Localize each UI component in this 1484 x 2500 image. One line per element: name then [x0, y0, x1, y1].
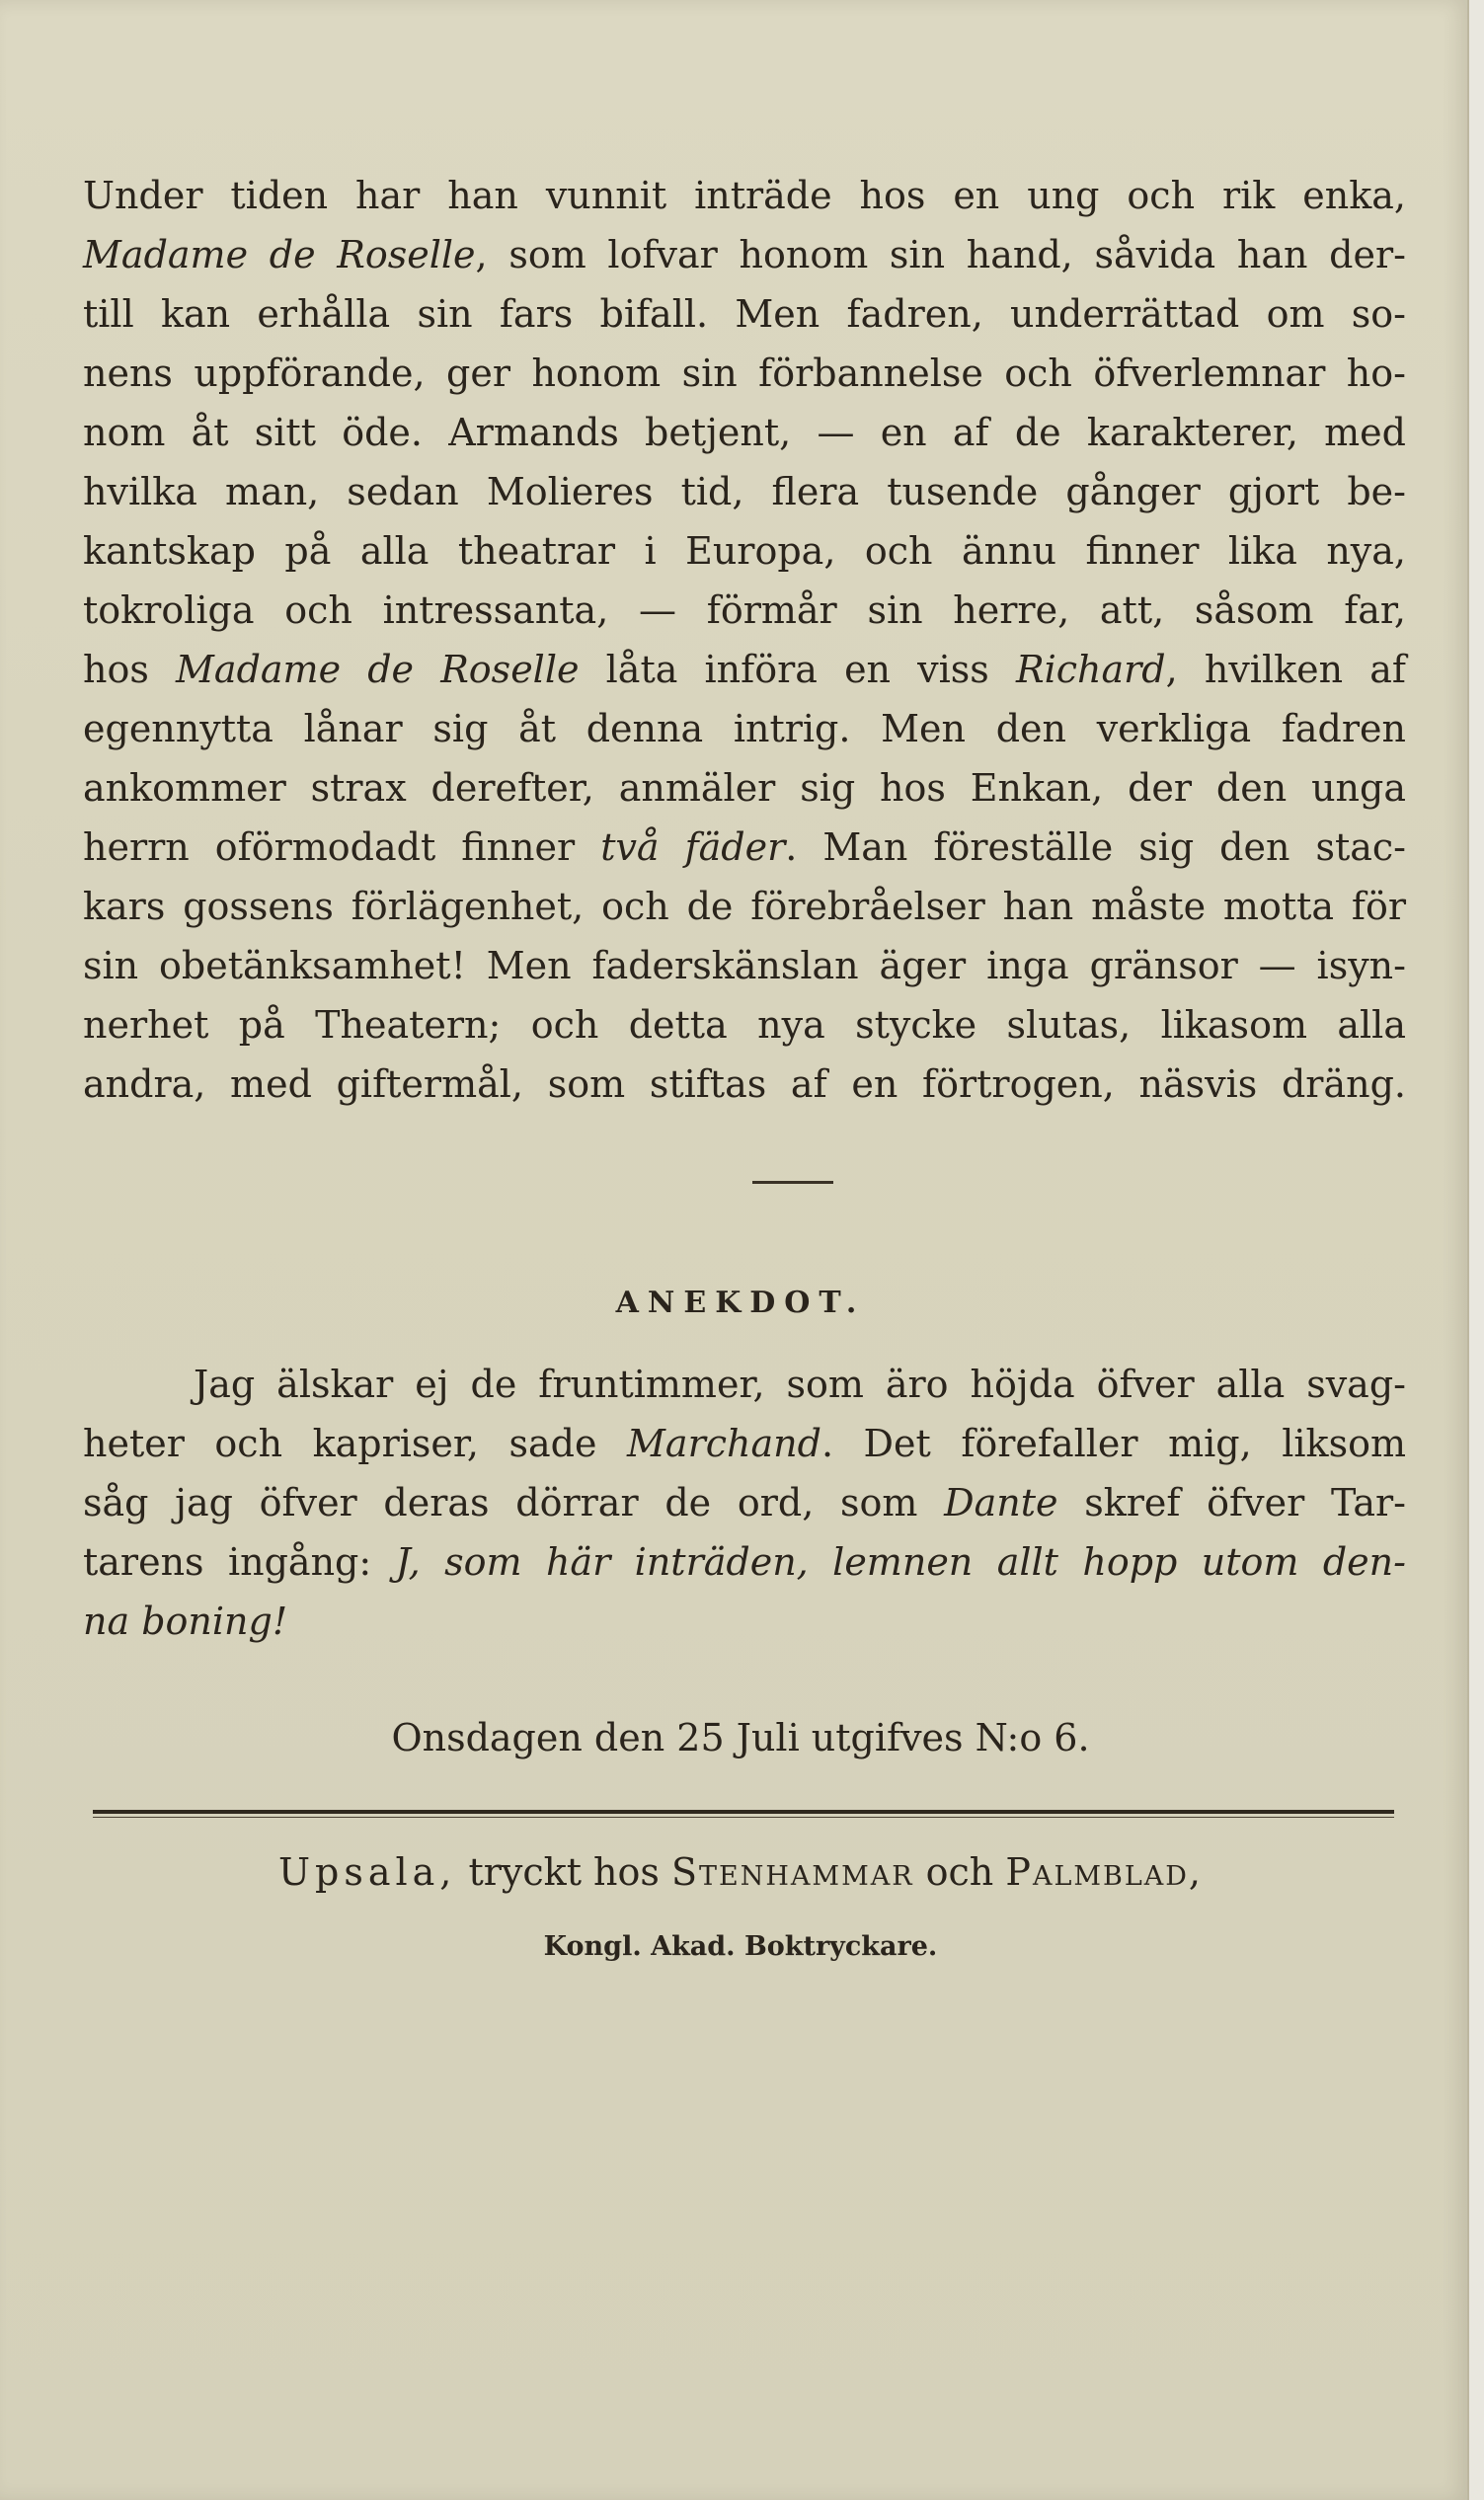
text-line: [83, 1592, 1406, 1651]
text-line: [83, 1414, 1406, 1473]
name-marchand: Marchand: [627, 1422, 821, 1465]
imprint-printer-name: Palmblad,: [1005, 1850, 1204, 1894]
text-line: andra, med giftermål, som stiftas af en förtrogen, näsvis dräng.: [83, 1062, 1406, 1106]
text-segment: låta införa en viss: [605, 648, 989, 691]
text-line: [83, 640, 1406, 699]
paragraph-anecdote: [83, 1355, 1406, 1651]
anecdote-heading: ANEKDOT.: [615, 1286, 866, 1320]
text-line: Jag älskar ej de fruntimmer, som äro höjda öfver alla svag-: [194, 1363, 1406, 1406]
section-divider: [752, 1181, 833, 1184]
text-line: hvilka man, sedan Molieres tid, flera tusende gånger gjort be-: [83, 470, 1406, 513]
emphasis-tva-fader: två fäder: [600, 825, 786, 869]
text-line: till kan erhålla sin fars bifall. Men fadren, underrättad om so-: [83, 292, 1406, 336]
quote-inferno: na boning!: [83, 1600, 288, 1643]
imprint-text: tryckt hos: [468, 1850, 660, 1894]
double-rule-divider: [93, 1810, 1394, 1818]
text-line: [83, 1473, 1406, 1532]
text-line: [83, 1532, 1406, 1592]
text-line: kars gossens förlägenhet, och de förebråelser han måste motta för: [83, 885, 1406, 928]
text-segment: skref öfver Tar-: [1084, 1481, 1406, 1524]
text-segment: hos: [83, 648, 149, 691]
text-line: nerhet på Theatern; och detta nya stycke slutas, likasom alla: [83, 1003, 1406, 1047]
imprint-line: [0, 1850, 1481, 1894]
text-line: kantskap på alla theatrar i Europa, och ännu finner lika nya,: [83, 529, 1406, 573]
imprint-city: Upsala,: [277, 1850, 457, 1894]
text-line: nom åt sitt öde. Armands betjent, — en af de karakterer, med: [83, 411, 1406, 454]
text-segment: . Det förefaller mig, liksom: [820, 1422, 1406, 1465]
name-dante: Dante: [944, 1481, 1058, 1524]
text-line: [83, 225, 1406, 284]
text-line: egennytta lånar sig åt denna intrig. Men den verkliga fadren: [83, 707, 1406, 750]
text-line: nens uppförande, ger honom sin förbannelse och öfverlemnar ho-: [83, 352, 1406, 395]
name-madame-de-roselle: Madame de Roselle: [83, 233, 476, 276]
name-richard: Richard: [1015, 648, 1166, 691]
printer-credit: Kongl. Akad. Boktryckare.: [543, 1931, 938, 1962]
text-line: Under tiden har han vunnit inträde hos en ung och rik enka,: [83, 174, 1406, 217]
next-issue-announcement: Onsdagen den 25 Juli utgifves N:o 6.: [391, 1716, 1090, 1759]
page-edge: [1467, 0, 1484, 2500]
text-segment: , som lofvar honom sin hand, såvida han der-: [475, 233, 1407, 276]
text-line: tokroliga och intressanta, — förmår sin herre, att, såsom far,: [83, 588, 1406, 632]
text-line: [83, 818, 1406, 877]
text-segment: tarens ingång:: [83, 1540, 372, 1584]
text-segment: heter och kapriser, sade: [83, 1422, 597, 1465]
paragraph-play-summary: [83, 166, 1406, 1114]
text-line: ankommer strax derefter, anmäler sig hos Enkan, der den unga: [83, 766, 1406, 810]
text-line: sin obetänksamhet! Men faderskänslan äger inga gränsor — isyn-: [83, 944, 1406, 987]
text-segment: herrn oförmodadt finner: [83, 825, 576, 869]
imprint-and: och: [925, 1850, 994, 1894]
text-segment: . Man föreställe sig den stac-: [785, 825, 1407, 869]
text-segment: såg jag öfver deras dörrar de ord, som: [83, 1481, 918, 1524]
quote-inferno: J, som här inträden, lemnen allt hopp utom den-: [395, 1540, 1406, 1584]
imprint-printer-name: Stenhammar: [671, 1850, 914, 1894]
name-madame-de-roselle: Madame de Roselle: [176, 648, 580, 691]
text-segment: , hvilken af: [1165, 648, 1406, 691]
